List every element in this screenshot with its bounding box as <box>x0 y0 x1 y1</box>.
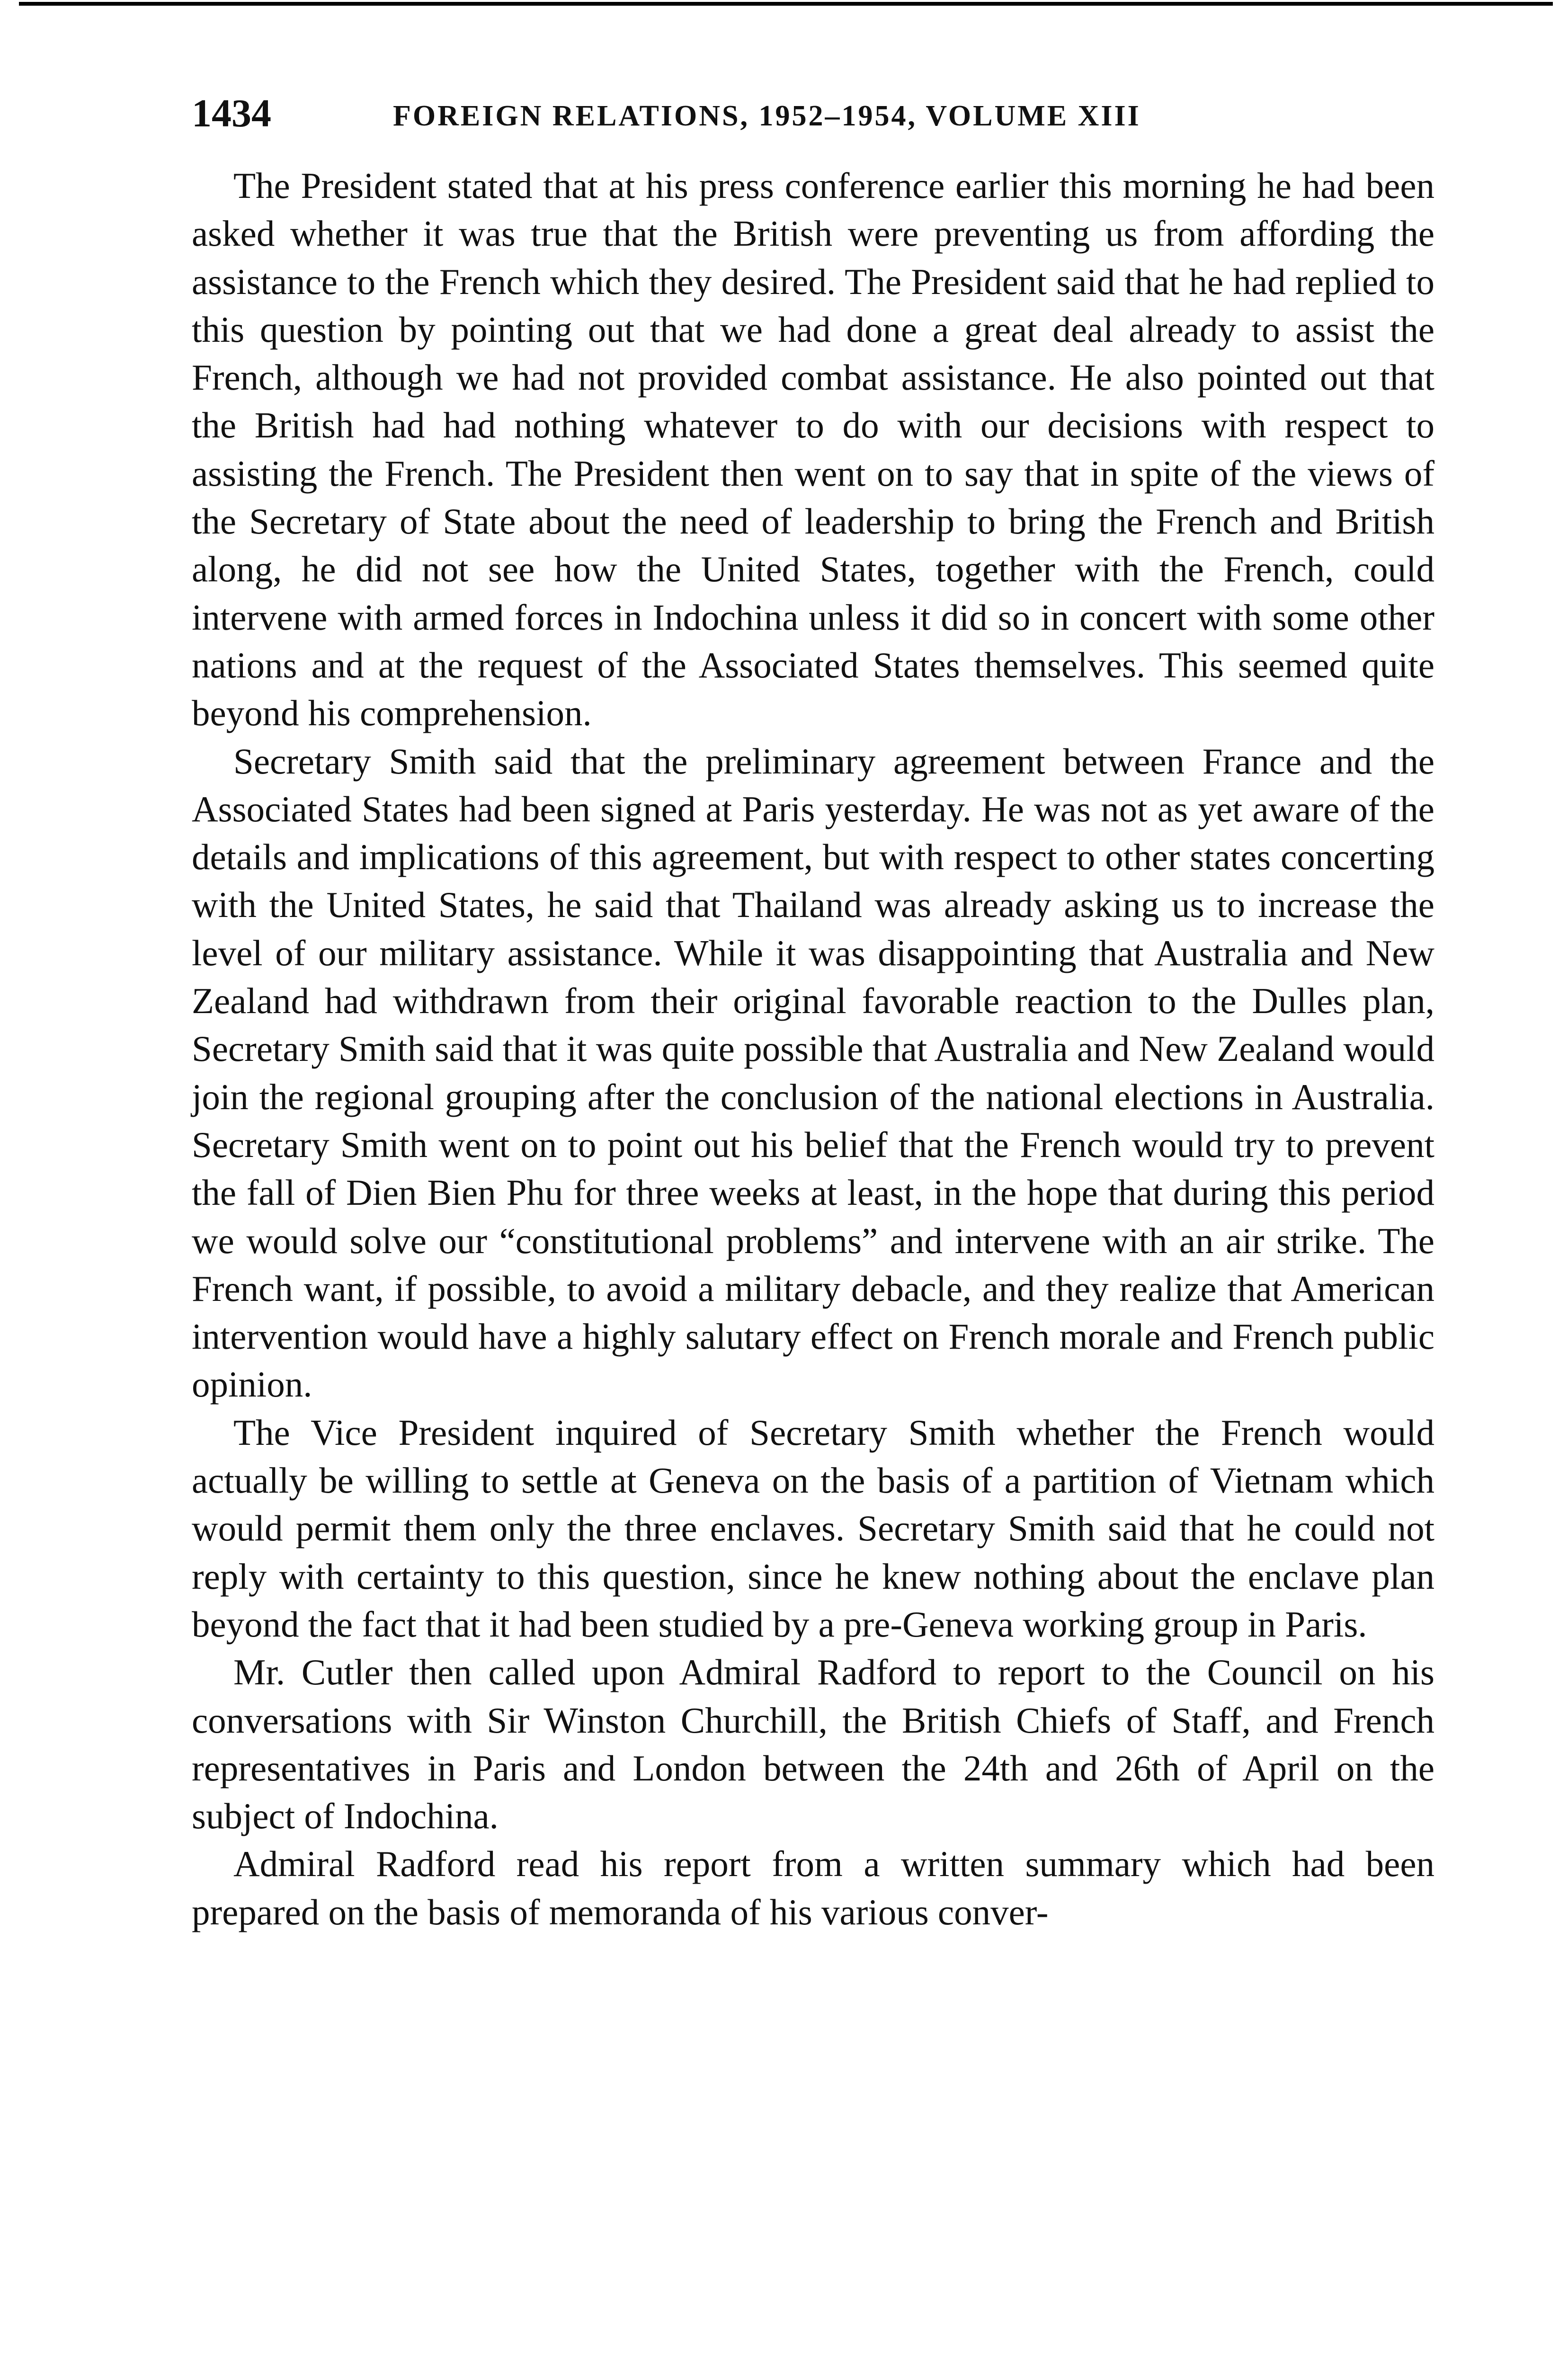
paragraph-2: Secretary Smith said that the preliminary agreement between France and the Associated States had been signed at Paris yesterday. He was not as yet aware of the details and implications of this agreement, but with respect to other states concerting with the United States, he said that Thailand was already asking us to increase the level of our military assistance. While it was disappointing that Australia and New Zealand had withdrawn from their original favorable reaction to the Dulles plan, Secretary Smith said that it was quite possible that Australia and New Zealand would join the regional grouping after the conclusion of the national elections in Australia. Secretary Smith went on to point out his belief that the French would try to prevent the fall of Dien Bien Phu for three weeks at least, in the hope that during this period we would solve our “constitutional problems” and intervene with an air strike. The French want, if possible, to avoid a military debacle, and they realize that American intervention would have a highly salutary effect on French morale and French public opinion. <box>192 740 1434 1405</box>
paragraph-3: The Vice President inquired of Secretary Smith whether the French would actually be willing to settle at Geneva on the basis of a partition of Vietnam which would permit them only the three enclaves. Secretary Smith said that he could not reply with certainty to this question, since he knew nothing about the enclave plan beyond the fact that it had been studied by a pre-Geneva working group in Paris. <box>192 1412 1434 1645</box>
paragraph-1: The President stated that at his press conference earlier this morning he had been asked whether it was true that the British were preventing us from affording the assistance to the French which they desired. The President said that he had replied to this question by pointing out that we had done a great deal already to assist the French, although we had not provided combat assistance. He also pointed out that the British had had nothing whatever to do with our decisions with respect to assisting the French. The President then went on to say that in spite of the views of the Secretary of State about the need of leadership to bring the French and British along, he did not see how the United States, together with the French, could intervene with armed forces in Indochina unless it did so in concert with some other nations and at the request of the Associated States themselves. This seemed quite beyond his comprehension. <box>192 165 1434 734</box>
paragraph-5: Admiral Radford read his report from a written summary which had been prepared on the basis of memoranda of his various conver- <box>192 1843 1434 1932</box>
body-text <box>192 162 1434 1936</box>
page-number: 1434 <box>192 91 271 135</box>
top-border-rule <box>19 2 1553 6</box>
running-title: FOREIGN RELATIONS, 1952–1954, VOLUME XIII <box>393 100 1141 132</box>
running-head <box>192 80 1423 137</box>
paragraph-4: Mr. Cutler then called upon Admiral Radford to report to the Council on his conversations with Sir Winston Churchill, the British Chiefs of Staff, and French representatives in Paris and London between the 24th and 26th of April on the subject of Indochina. <box>192 1652 1434 1837</box>
